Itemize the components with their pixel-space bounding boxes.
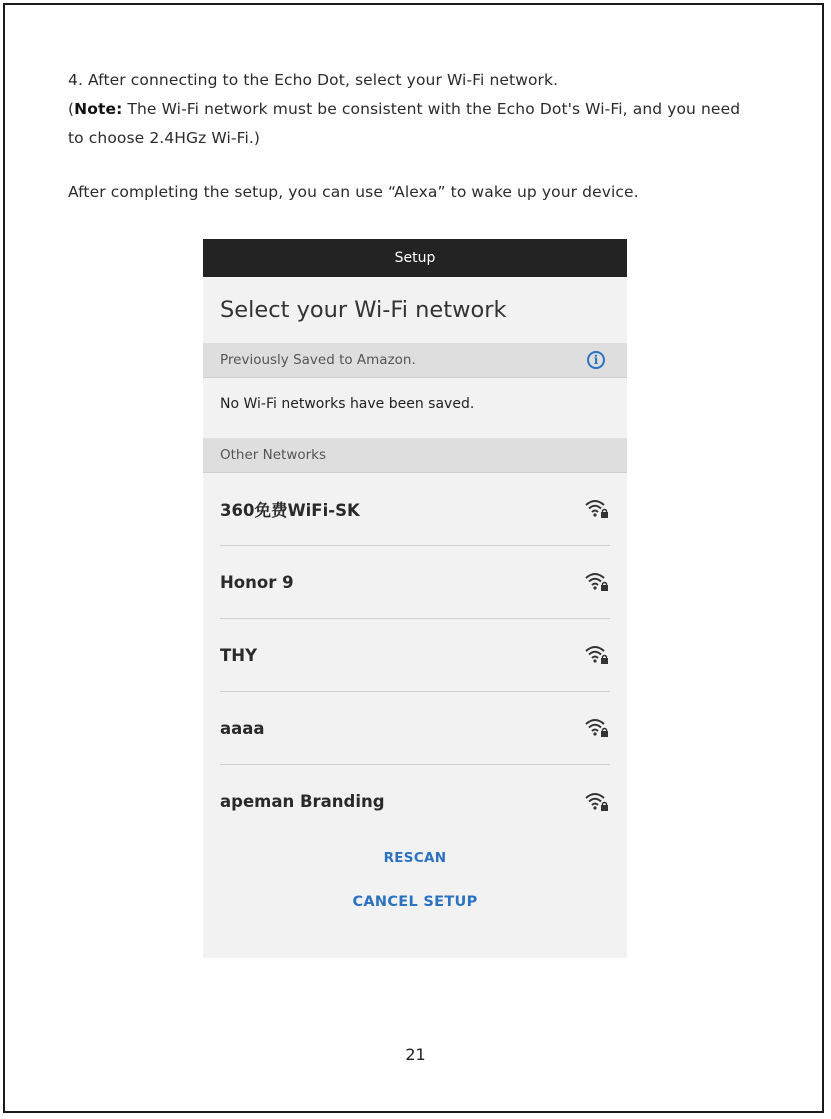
note-line xyxy=(68,95,788,124)
note-open-paren: ( xyxy=(68,100,75,118)
other-networks-label: Other Networks xyxy=(220,447,327,463)
cancel-setup-button[interactable]: CANCEL SETUP xyxy=(352,894,478,910)
note-label: Note: xyxy=(74,100,123,118)
network-list xyxy=(203,473,627,838)
no-saved-networks-message: No Wi-Fi networks have been saved. xyxy=(203,378,627,438)
paragraph-spacer xyxy=(68,153,788,178)
wifi-locked-icon xyxy=(584,791,610,813)
info-icon[interactable]: i xyxy=(587,351,605,369)
app-topbar xyxy=(203,239,627,277)
network-name: Honor 9 xyxy=(220,572,294,592)
screen-title: Select your Wi-Fi network xyxy=(203,277,627,343)
network-item[interactable] xyxy=(220,692,610,765)
wifi-locked-icon xyxy=(584,644,610,666)
rescan-button[interactable]: RESCAN xyxy=(383,850,447,866)
network-name: apeman Branding xyxy=(220,792,385,811)
actions-area xyxy=(203,838,627,958)
step-4-line: 4. After connecting to the Echo Dot, select your Wi-Fi network. xyxy=(68,71,559,89)
network-name: THY xyxy=(220,645,258,665)
network-item[interactable] xyxy=(220,473,610,546)
network-item[interactable] xyxy=(220,765,610,838)
note-text: The Wi-Fi network must be consistent with the Echo Dot's Wi-Fi, and you need xyxy=(122,100,741,118)
wifi-locked-icon xyxy=(584,571,610,593)
note-line-2: to choose 2.4HGz Wi-Fi.) xyxy=(68,129,261,147)
phone-screenshot xyxy=(203,239,627,958)
saved-networks-label: Previously Saved to Amazon. xyxy=(220,352,416,368)
network-item[interactable] xyxy=(220,546,610,619)
network-item[interactable] xyxy=(220,619,610,692)
instructions-text xyxy=(68,66,788,207)
topbar-title: Setup xyxy=(394,250,436,266)
network-name: aaaa xyxy=(220,718,265,738)
page-number: 21 xyxy=(405,1045,426,1064)
after-setup-line: After completing the setup, you can use “Alexa” to wake up your device. xyxy=(68,183,639,201)
wifi-locked-icon xyxy=(584,717,610,739)
wifi-locked-icon xyxy=(584,498,610,520)
saved-networks-header xyxy=(203,343,627,378)
other-networks-header xyxy=(203,438,627,473)
network-name: 360免费WiFi-SK xyxy=(220,501,360,520)
